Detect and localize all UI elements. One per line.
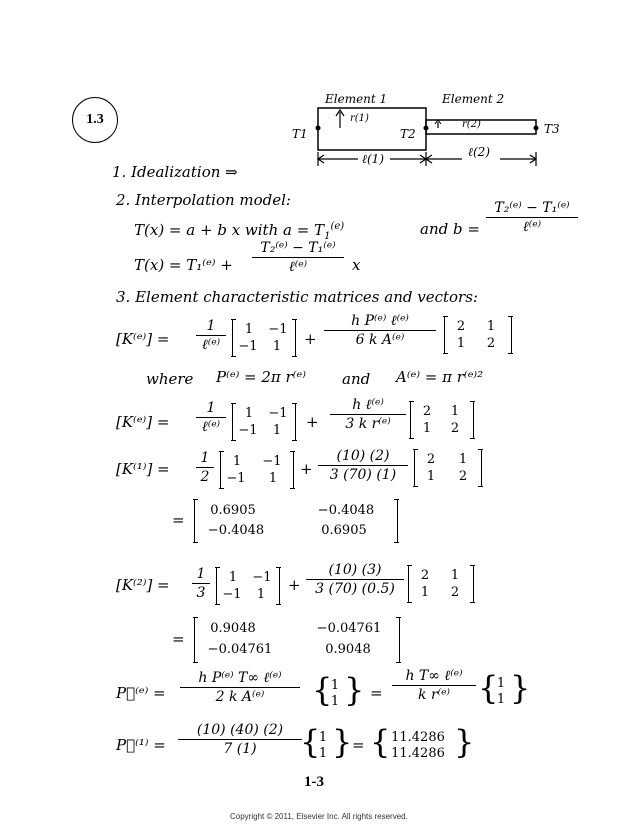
interp-fraction xyxy=(252,240,344,275)
k2-h-frac xyxy=(306,562,404,597)
k2-m2-b: 1 xyxy=(450,568,460,583)
p1-result-a: 11.4286 xyxy=(391,730,445,745)
element1-label: Element 1 xyxy=(325,92,388,106)
k2-matrix1 xyxy=(216,568,280,604)
k-simplified-m2-a: 2 xyxy=(422,404,432,419)
p-general-vec2-a: 1 xyxy=(496,676,506,691)
k-simplified-m1-a: 1 xyxy=(244,406,254,421)
k2-result-d: 0.9048 xyxy=(325,642,371,657)
p-general-vec-a: 1 xyxy=(330,678,340,693)
k-simplified-coef xyxy=(196,400,226,435)
k2-result-b: −0.04761 xyxy=(316,621,382,636)
step1-idealization: 1. Idealization ⇒ xyxy=(112,163,238,181)
p1-brace-right: } xyxy=(332,723,353,761)
k2-m1-b: −1 xyxy=(252,570,272,585)
k1-plus: + xyxy=(300,460,313,478)
p-general-den: 2 k A⁽ᵉ⁾ xyxy=(215,689,265,706)
k2-m1-c: −1 xyxy=(222,587,242,602)
k-general-matrix1 xyxy=(232,320,296,356)
p-general-frac2 xyxy=(392,668,476,703)
k-simplified-m1-d: 1 xyxy=(272,423,282,438)
T1-label: T1 xyxy=(292,127,308,141)
problem-number: 1.3 xyxy=(86,112,104,127)
b-denominator: ℓ⁽ᵉ⁾ xyxy=(522,219,542,236)
p-general-den2: k r⁽ᵉ⁾ xyxy=(418,687,450,704)
k1-m2-b: 1 xyxy=(458,452,468,467)
interp-a-sup: (e) xyxy=(330,221,345,232)
p-general-lhs: P⃗⁽ᵉ⁾ = xyxy=(116,684,166,702)
k2-coef-den: 3 xyxy=(196,585,206,602)
T2-label: T2 xyxy=(400,127,416,141)
k1-m2-c: 1 xyxy=(426,469,436,484)
k-simplified-coef-den: ℓ⁽ᵉ⁾ xyxy=(201,419,221,436)
k1-m1-b: −1 xyxy=(262,454,282,469)
k2-m1-a: 1 xyxy=(228,570,238,585)
k1-matrix2 xyxy=(414,450,482,486)
b-numerator: T₂⁽ᵉ⁾ − T₁⁽ᵉ⁾ xyxy=(494,200,570,216)
k-general-plus: + xyxy=(304,330,317,348)
k-general-m1-d: 1 xyxy=(272,339,282,354)
k2-lhs: [K⁽²⁾] = xyxy=(116,576,170,594)
node3 xyxy=(534,126,539,131)
interp-line2-left: T(x) = T₁⁽ᵉ⁾ + xyxy=(134,256,233,274)
k1-h-num: (10) (2) xyxy=(336,448,390,464)
l2-label: ℓ(2) xyxy=(468,145,490,159)
step3-element-matrices: 3. Element characteristic matrices and vectors: xyxy=(116,288,478,306)
k-simplified-coef-num: 1 xyxy=(206,400,216,416)
k-general-m1-b: −1 xyxy=(268,322,288,337)
k-general-coef xyxy=(196,318,226,353)
k2-coef xyxy=(192,566,210,601)
p-general-brace2-right: } xyxy=(510,669,531,707)
k-simplified-m2-c: 1 xyxy=(422,421,432,436)
p1-brace-left: { xyxy=(300,723,321,761)
element2-shape xyxy=(426,120,536,134)
k-general-m2-a: 2 xyxy=(456,319,466,334)
interp-denominator: ℓ⁽ᵉ⁾ xyxy=(288,259,308,276)
where-word: where xyxy=(146,370,194,388)
p-general-vec2-b: 1 xyxy=(496,692,506,707)
k2-result-matrix xyxy=(194,618,400,662)
problem-number-badge xyxy=(72,97,118,143)
k-simplified-plus: + xyxy=(306,413,319,431)
page-number: 1-3 xyxy=(304,774,324,790)
k1-h-den: 3 (70) (1) xyxy=(329,467,397,484)
k-general-h-num: h P⁽ᵉ⁾ ℓ⁽ᵉ⁾ xyxy=(351,313,409,329)
p-general-brace-left: { xyxy=(312,671,333,709)
k2-result-a: 0.9048 xyxy=(210,621,256,636)
k-general-h-frac xyxy=(324,313,436,348)
k-simplified-matrix2 xyxy=(410,402,474,438)
p1-result-brace-left: { xyxy=(370,723,391,761)
where-and: and xyxy=(342,370,371,388)
k-simplified-m1-b: −1 xyxy=(268,406,288,421)
k2-m1-d: 1 xyxy=(256,587,266,602)
k1-m1-d: 1 xyxy=(268,471,278,486)
interp-x: x xyxy=(352,256,361,274)
k2-coef-num: 1 xyxy=(196,566,206,582)
k1-result-a: 0.6905 xyxy=(210,503,256,518)
k-general-coef-num: 1 xyxy=(206,318,216,334)
area-definition: A⁽ᵉ⁾ = π r⁽ᵉ⁾² xyxy=(396,368,484,386)
p1-vec-a: 1 xyxy=(318,730,328,745)
k1-result-c: −0.4048 xyxy=(207,523,265,538)
k1-m1-a: 1 xyxy=(232,454,242,469)
k-general-m2-d: 2 xyxy=(486,336,496,351)
interp-line1-left: T(x) = a + b x with a = T xyxy=(134,221,325,239)
k1-matrix1 xyxy=(220,452,294,488)
k2-matrix2 xyxy=(408,566,474,602)
k1-coef-den: 2 xyxy=(200,469,210,486)
p1-result-brace-right: } xyxy=(454,723,475,761)
k1-m2-a: 2 xyxy=(426,452,436,467)
k2-m2-a: 2 xyxy=(420,568,430,583)
element2-label: Element 2 xyxy=(442,92,505,106)
p1-vec-b: 1 xyxy=(318,746,328,761)
p1-num: (10) (40) (2) xyxy=(196,722,284,738)
k-simplified-lhs: [K⁽ᵉ⁾] = xyxy=(116,413,170,431)
p-general-num: h P⁽ᵉ⁾ T∞ ℓ⁽ᵉ⁾ xyxy=(198,670,282,686)
p-general-brace-right: } xyxy=(344,671,365,709)
k-simplified-m2-b: 1 xyxy=(450,404,460,419)
l1-label: ℓ(1) xyxy=(362,152,384,166)
k1-equals: = xyxy=(172,511,185,529)
k-general-lhs: [K⁽ᵉ⁾] = xyxy=(116,330,170,348)
p1-den: 7 (1) xyxy=(223,741,257,758)
k-simplified-h-num: h ℓ⁽ᵉ⁾ xyxy=(352,397,384,413)
interp-a-sub: 1 xyxy=(324,231,331,242)
k2-h-num: (10) (3) xyxy=(328,562,382,578)
copyright-notice: Copyright © 2011, Elsevier Inc. All rights reserved. xyxy=(230,812,408,821)
k-general-m2-b: 1 xyxy=(486,319,496,334)
k-general-matrix2 xyxy=(444,317,512,353)
k1-h-frac xyxy=(318,448,408,483)
p1-frac xyxy=(178,722,302,757)
k1-result-matrix xyxy=(194,500,398,542)
k2-equals: = xyxy=(172,630,185,648)
node1 xyxy=(316,126,321,131)
b-fraction xyxy=(486,200,578,235)
k1-m1-c: −1 xyxy=(226,471,246,486)
p-general-frac xyxy=(180,670,300,705)
k-general-coef-den: ℓ⁽ᵉ⁾ xyxy=(201,337,221,354)
k2-result-c: −0.04761 xyxy=(207,642,273,657)
k1-result-b: −0.4048 xyxy=(317,503,375,518)
k-simplified-matrix1 xyxy=(232,404,296,440)
r2-label: r(2) xyxy=(462,119,481,130)
k-general-m1-a: 1 xyxy=(244,322,254,337)
p1-equals: = xyxy=(352,736,365,754)
k1-lhs: [K⁽¹⁾] = xyxy=(116,460,170,478)
k1-coef xyxy=(196,450,214,485)
k-general-m2-c: 1 xyxy=(456,336,466,351)
k2-h-den: 3 (70) (0.5) xyxy=(315,581,395,598)
k2-m2-c: 1 xyxy=(420,585,430,600)
k1-result-d: 0.6905 xyxy=(321,523,367,538)
k-general-h-den: 6 k A⁽ᵉ⁾ xyxy=(355,332,405,349)
k-simplified-h-den: 3 k r⁽ᵉ⁾ xyxy=(345,416,391,433)
k2-plus: + xyxy=(288,576,301,594)
k-simplified-m2-d: 2 xyxy=(450,421,460,436)
k1-m2-d: 2 xyxy=(458,469,468,484)
node2 xyxy=(424,126,429,131)
interp-and-b: and b = xyxy=(420,220,480,238)
p1-result-b: 11.4286 xyxy=(391,746,445,761)
interp-numerator: T₂⁽ᵉ⁾ − T₁⁽ᵉ⁾ xyxy=(260,240,336,256)
p-general-vec-b: 1 xyxy=(330,694,340,709)
p1-lhs: P⃗⁽¹⁾ = xyxy=(116,736,166,754)
k-general-m1-c: −1 xyxy=(238,339,258,354)
k-simplified-m1-c: −1 xyxy=(238,423,258,438)
step2-interpolation: 2. Interpolation model: xyxy=(116,191,291,209)
p-general-brace2-left: { xyxy=(478,669,499,707)
T3-label: T3 xyxy=(544,122,560,136)
k2-m2-d: 2 xyxy=(450,585,460,600)
p-general-equals: = xyxy=(370,684,383,702)
interp-line1 xyxy=(134,222,344,242)
k-simplified-h-frac xyxy=(330,397,406,432)
k1-coef-num: 1 xyxy=(200,450,210,466)
perimeter-definition: P⁽ᵉ⁾ = 2π r⁽ᵉ⁾ xyxy=(216,368,306,386)
p-general-num2: h T∞ ℓ⁽ᵉ⁾ xyxy=(405,668,463,684)
r1-label: r(1) xyxy=(350,113,369,124)
